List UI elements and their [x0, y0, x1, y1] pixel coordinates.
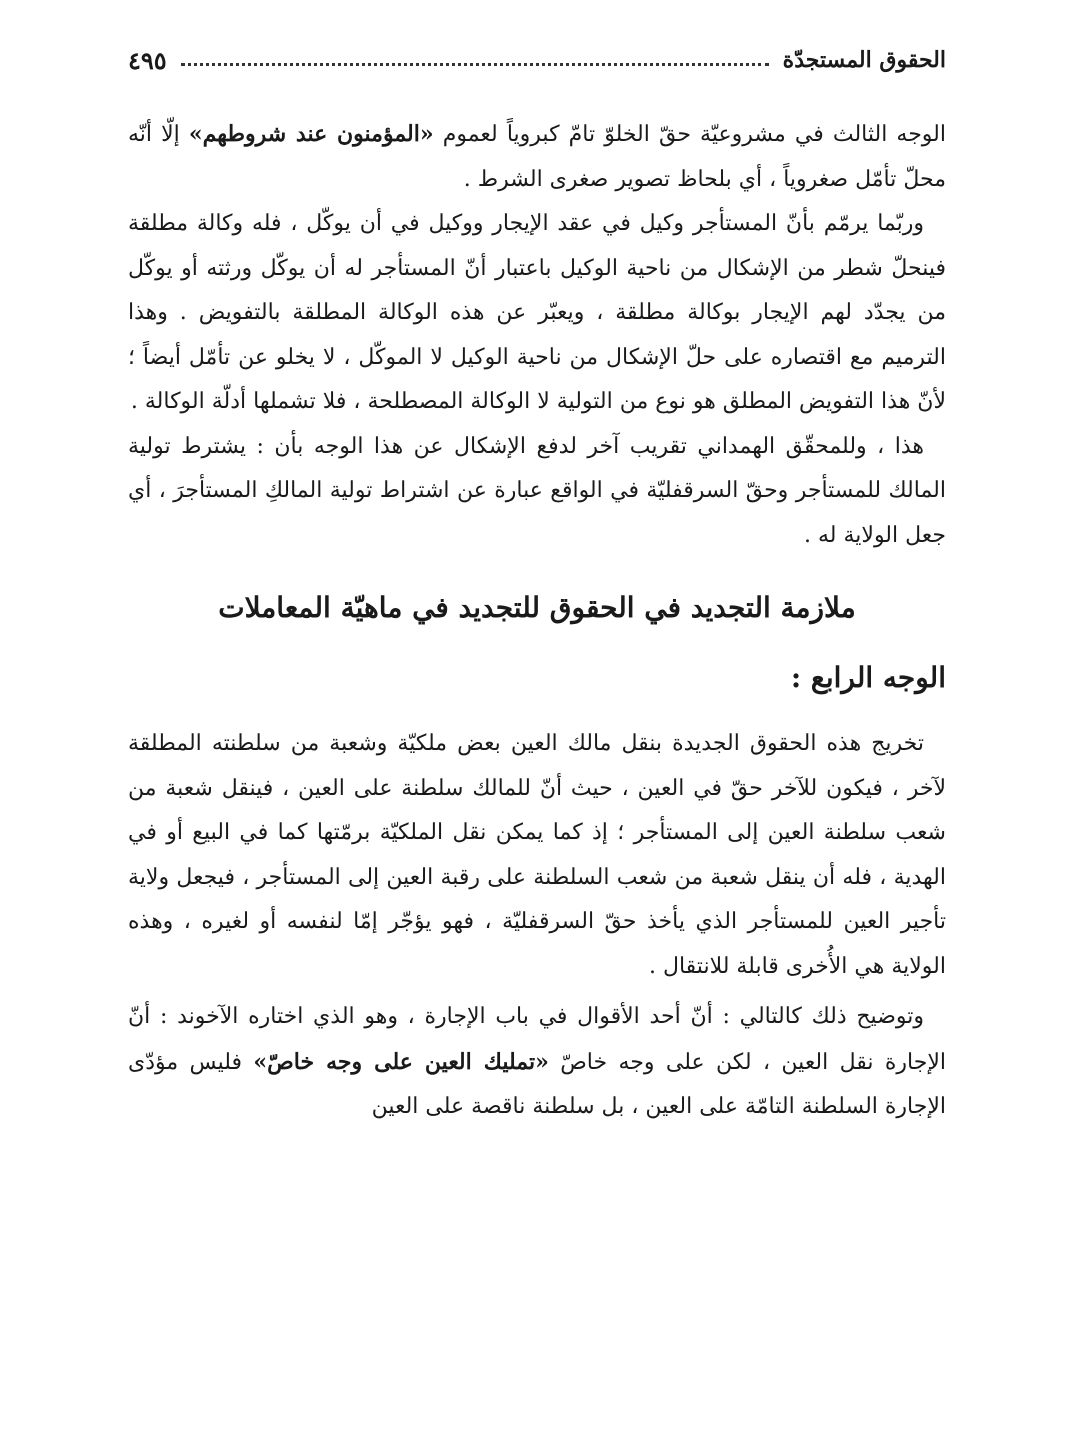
- paragraph-5: [128, 995, 946, 1130]
- paragraph-1-bold-quote: «المؤمنون عند شروطهم»: [188, 121, 434, 147]
- paragraph-2: وربّما يرمّم بأنّ المستأجر وكيل في عقد الإيجار ووكيل في أن يوكّل ، فله وكالة مطلقة فينحلّ شطر من الإشكال من ناحية الوكيل باعتبار أنّ المستأجر له أن يوكّل ورثته أو يوكّل من يجدّد لهم الإيجار بوكالة مطلقة ، ويعبّر عن هذه الوكالة المطلقة بالتفويض . وهذا الترميم مع اقتصاره على حلّ الإشكال من ناحية الوكيل لا الموكّل ، لا يخلو عن تأمّل أيضاً ؛ لأنّ هذا التفويض المطلق هو نوع من التولية لا الوكالة المصطلحة ، فلا تشملها أدلّة الوكالة .: [128, 211, 946, 414]
- section-heading: ملازمة التجديد في الحقوق للتجديد في ماهيّة المعاملات: [218, 591, 856, 624]
- paragraph-5-text-b: فليس مؤدّى الإجارة السلطنة التامّة على العين ، بل سلطنة ناقصة على العين: [128, 1049, 946, 1119]
- page-number: ٤٩٥: [128, 45, 167, 75]
- dotted-leader: [181, 63, 769, 66]
- paragraph-1-text-b: إلّا أنّه محلّ تأمّل صغروياً ، أي بلحاظ تصوير صغرى الشرط .: [128, 122, 946, 192]
- paragraph-5-bold-quote: «تمليك العين على وجه خاصّ»: [253, 1048, 549, 1075]
- running-title: الحقوق المستجدّة: [782, 47, 946, 73]
- paragraph-5-text-a: وتوضيح ذلك كالتالي : أنّ أحد الأقوال في باب الإجارة ، وهو الذي اختاره الآخوند : أنّ الإجارة نقل العين ، لكن على وجه خاصّ: [128, 1004, 947, 1075]
- subheading: الوجه الرابع :: [790, 661, 946, 694]
- paragraph-1-text-a: الوجه الثالث في مشروعيّة حقّ الخلوّ تامّ كبروياً لعموم: [433, 122, 946, 147]
- paragraph-1: [128, 112, 946, 202]
- paragraph-3: هذا ، وللمحقّق الهمداني تقريب آخر لدفع الإشكال عن هذا الوجه بأن : يشترط تولية المالك للمستأجر وحقّ السرقفليّة في الواقع عبارة عن اشتراط تولية المالكِ المستأجرَ ، أي جعل الولاية له .: [128, 433, 946, 548]
- running-header: [128, 38, 946, 82]
- paragraph-4: تخريج هذه الحقوق الجديدة بنقل مالك العين بعض ملكيّة وشعبة من سلطنته المطلقة لآخر ، فيكون للآخر حقّ في العين ، حيث أنّ للمالك سلطنة على العين ، فينقل شعبة من شعب سلطنة العين إلى المستأجر ؛ إذ كما يمكن نقل الملكيّة برمّتها كما في البيع أو في الهدية ، فله أن ينقل شعبة من شعب السلطنة على رقبة العين إلى المستأجر ، فيجعل ولاية تأجير العين للمستأجر الذي يأخذ حقّ السرقفليّة ، فهو يؤجّر إمّا لنفسه أو لغيره ، وهذه الولاية هي الأُخرى قابلة للانتقال .: [128, 731, 946, 979]
